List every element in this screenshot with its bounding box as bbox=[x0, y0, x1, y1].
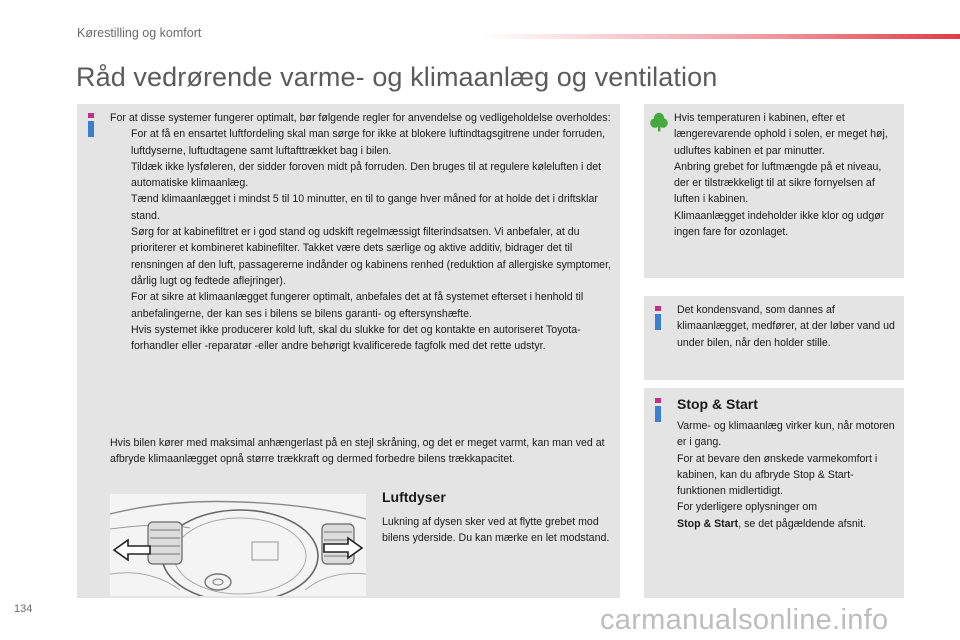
condensate-text: Det kondensvand, som dannes af klimaanlægget, medfører, at der løber vand ud under bilen, når den holder stille. bbox=[677, 304, 895, 349]
luftdyser-heading: Luftdyser bbox=[382, 489, 446, 505]
info-icon bbox=[655, 398, 661, 422]
luftdyser-text: Lukning af dysen sker ved at flytte grebet mod bilens yderside. Du kan mærke en let modstand. bbox=[382, 516, 610, 545]
stop-start-panel bbox=[644, 388, 904, 598]
list-item: Hvis systemet ikke producerer kold luft, skal du slukke for det og kontakte en autoriseret Toyota-forhandler eller -reparatør -eller andre behørigt kvalificerede fagfolk med det rette udstyr. bbox=[131, 323, 581, 353]
watermark: carmanualsonline.info bbox=[600, 604, 889, 636]
dashboard-vent-illustration bbox=[110, 494, 366, 596]
list-item: For at få en ensartet luftfordeling skal man sørge for ikke at blokere luftindtagsgitrene under forruden, luftdyserne, luftudtagene samt luftafttrækket bag i bilen. bbox=[131, 128, 606, 157]
dashboard-drawing bbox=[110, 494, 366, 596]
info-icon bbox=[655, 306, 661, 330]
info-icon bbox=[88, 113, 94, 137]
tips-list bbox=[110, 126, 616, 354]
environment-panel bbox=[644, 104, 904, 278]
trailer-text: Hvis bilen kører med maksimal anhængerlast på en stejl skråning, og det er meget varmt, kan man ved at afbryde klimaanlægget opnå større trækkraft og dermed forbedre bilens trækkapacitet. bbox=[110, 437, 605, 466]
stop-start-text: Varme- og klimaanlæg virker kun, når motoren er i gang. For at bevare den ønskede varmekomfort i kabinen, kan du afbryde Stop & Start-funktionen midlertidigt. For yderligere oplysninger om Stop & Start, se det pågældende afsnit. bbox=[677, 420, 895, 530]
stop-start-heading: Stop & Start bbox=[677, 396, 758, 412]
list-item: For at sikre at klimaanlægget fungerer optimalt, anbefales det at få systemet efterset i henhold til anbefalingerne, der kan ses i bilens se bilens garanti- og eftersynshæfte. bbox=[131, 291, 584, 320]
page-number: 134 bbox=[14, 603, 33, 615]
list-item: Tænd klimaanlægget i mindst 5 til 10 minutter, en til to gange hver måned for at holde det i driftsklar stand. bbox=[131, 193, 598, 222]
section-header: Kørestilling og komfort bbox=[77, 26, 202, 40]
list-item: Sørg for at kabinefiltret er i god stand og udskift regelmæssigt filterindsatsen. Vi anbefaler, at du prioriterer et kombineret kabinefilter. Takket være dets særlige og aktive additiv, bidrager det til rensningen af den luft, passagererne indånder og kabinens renhed (reduktion af allergiske symptomer, dårlig lugt og fedtede aflejringer). bbox=[131, 226, 611, 287]
environment-leaf-icon bbox=[650, 112, 668, 132]
environment-text: Hvis temperaturen i kabinen, efter et længerevarende ophold i solen, er meget høj, udluftes kabinen et par minutter. Anbring grebet for luftmængde på et niveau, der er tilstrækkeligt til at sikre fornyelsen af luften i kabinen. Klimaanlægget indeholder ikke klor og udgør ingen fare for ozonlaget. bbox=[674, 112, 888, 239]
list-item: Tildæk ikke lysføleren, der sidder foroven midt på forruden. Den bruges til at regulere køleluften i det automatiske klimaanlæg. bbox=[131, 160, 602, 190]
intro-text: For at disse systemer fungerer optimalt, bør følgende regler for anvendelse og vedligeholdelse overholdes: bbox=[110, 112, 611, 124]
page-title: Råd vedrørende varme- og klimaanlæg og ventilation bbox=[76, 62, 718, 92]
header-accent-bar bbox=[480, 34, 960, 39]
condensate-panel bbox=[644, 296, 904, 380]
